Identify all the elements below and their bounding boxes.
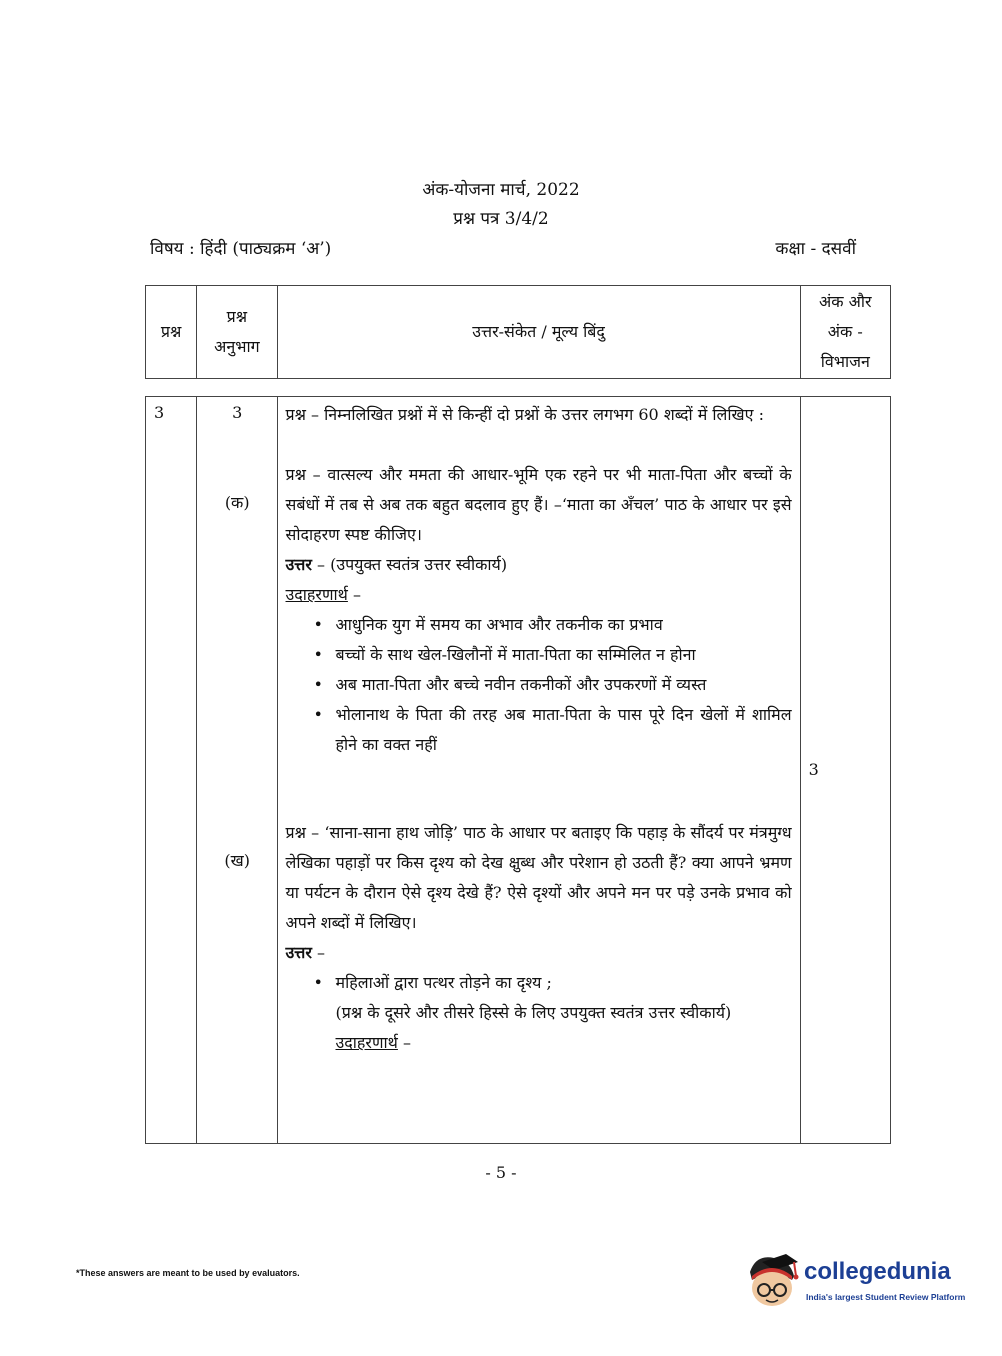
class-label: कक्षा - दसवीं <box>775 239 856 259</box>
brand-tagline: India's largest Student Review Platform <box>806 1292 966 1302</box>
header-answer-points: उत्तर-संकेत / मूल्य बिंदु <box>277 286 800 379</box>
ka-marks: 3 <box>808 760 819 779</box>
student-mascot-icon <box>742 1250 802 1312</box>
kha-answer-heading: उत्तर – <box>285 943 325 962</box>
subject-label: विषय : हिंदी (पाठ्यक्रम ‘अ’) <box>150 239 332 259</box>
question-number: 3 <box>146 397 197 1144</box>
list-item: • भोलानाथ के पिता की तरह अब माता-पिता के पास पूरे दिन खेलों में शामिल होने का वक्त नहीं <box>336 700 792 760</box>
ka-example-heading: उदाहरणार्थ – <box>285 585 361 604</box>
kha-question: प्रश्न – ‘साना-साना हाथ जोड़ि’ पाठ के आधार पर बताइए कि पहाड़ के सौंदर्य पर मंत्रमुग्ध लेखिका पहाड़ों पर किस दृश्य को देख क्षुब्ध और परेशान हो उठती हैं? क्या आपने भ्रमण या पर्यटन के दौरान ऐसे दृश्य देखे हैं? ऐसे दृश्यों और अपने मन पर पड़े उनके प्रभाव को अपने शब्दों में लिखिए। <box>285 823 792 932</box>
list-item: • अब माता-पिता और बच्चे नवीन तकनीकों और उपकरणों में व्यस्त <box>336 670 792 700</box>
ka-question: प्रश्न – वात्सल्य और ममता की आधार-भूमि एक रहने पर भी माता-पिता और बच्चों के सबंधों में तब से अब तक बहुत बदलाव हुए हैं। –‘माता का अँचल’ पाठ के आधार पर इसे सोदाहरण स्पष्ट कीजिए। <box>285 465 792 544</box>
marks-column <box>800 397 890 1144</box>
ka-answer: उत्तर – (उपयुक्त स्वतंत्र उत्तर स्वीकार्य) <box>285 555 508 574</box>
table-header <box>145 285 891 379</box>
subpart-ka-label: (क) <box>224 493 250 512</box>
subpart-kha-label: (ख) <box>224 851 250 870</box>
header-section: प्रश्न अनुभाग <box>197 286 277 379</box>
section-number: 3 <box>232 403 243 422</box>
list-item: • आधुनिक युग में समय का अभाव और तकनीक का प्रभाव <box>336 610 792 640</box>
kha-points <box>286 968 792 998</box>
ka-points <box>286 610 792 760</box>
paper-code: प्रश्न पत्र 3/4/2 <box>453 209 549 229</box>
header-marks: अंक और अंक - विभाजन <box>800 286 890 379</box>
section-column <box>197 397 277 1144</box>
document-title: अंक-योजना मार्च, 2022 <box>422 180 580 200</box>
kha-note: (प्रश्न के दूसरे और तीसरे हिस्से के लिए उपयुक्त स्वतंत्र उत्तर स्वीकार्य) <box>335 1003 732 1022</box>
evaluator-note: *These answers are meant to be used by evaluators. <box>76 1268 300 1278</box>
collegedunia-logo <box>742 1250 972 1312</box>
page-number: - 5 - <box>485 1163 517 1182</box>
answer-column <box>277 397 800 1144</box>
list-item: • बच्चों के साथ खेल-खिलौनों में माता-पिता का सम्मिलित न होना <box>336 640 792 670</box>
question-intro: प्रश्न – निम्नलिखित प्रश्नों में से किन्हीं दो प्रश्नों के उत्तर लगभग 60 शब्दों में लिखिए : <box>285 405 764 424</box>
list-item: • महिलाओं द्वारा पत्थर तोड़ने का दृश्य ; <box>336 968 792 998</box>
answer-table <box>145 396 891 1144</box>
header-question: प्रश्न <box>146 286 197 379</box>
kha-example-heading: उदाहरणार्थ – <box>335 1033 411 1052</box>
brand-name: collegedunia <box>804 1258 951 1285</box>
